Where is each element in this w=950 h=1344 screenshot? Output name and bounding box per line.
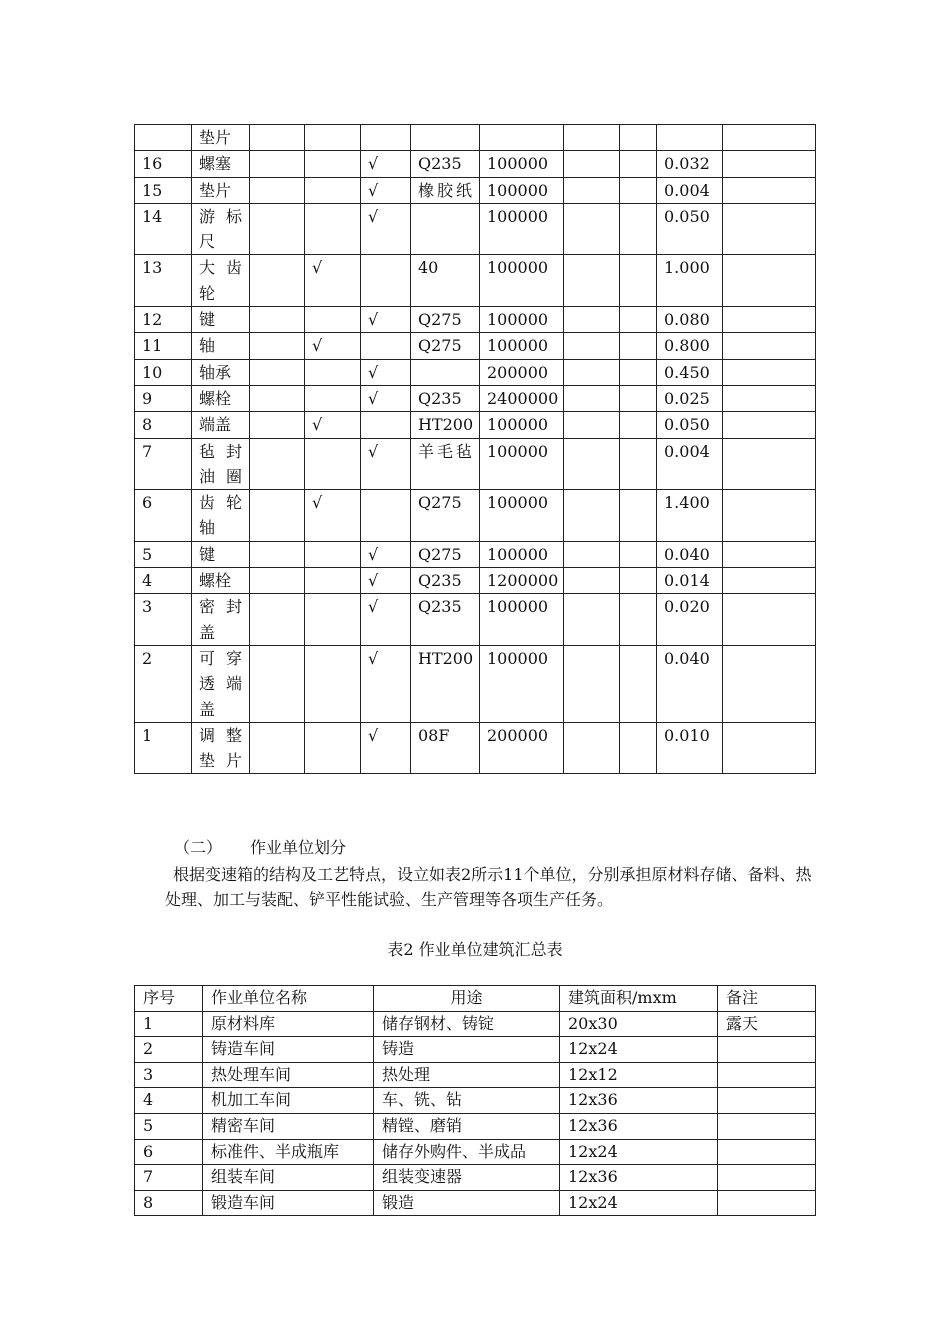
- table-row: [135, 645, 816, 722]
- parts-cell-c5: [620, 307, 657, 333]
- parts-cell-c4: [564, 541, 620, 567]
- units-cell-use: 锻造: [374, 1190, 560, 1216]
- parts-cell-qty: 200000: [480, 359, 564, 385]
- parts-cell-c4: [564, 203, 620, 255]
- parts-cell-name: 游标尺: [192, 203, 250, 255]
- parts-cell-c2: [305, 541, 361, 567]
- units-cell-area: 12x36: [560, 1088, 718, 1114]
- table-row: [135, 359, 816, 385]
- table-row: [135, 1113, 816, 1139]
- units-cell-use: 车、铣、钻: [374, 1088, 560, 1114]
- table-row: [135, 255, 816, 307]
- parts-cell-material: Q275: [411, 541, 480, 567]
- units-cell-area: 20x30: [560, 1011, 718, 1037]
- parts-cell-c5: [620, 203, 657, 255]
- parts-cell-c5: [620, 438, 657, 490]
- table-row: [135, 1139, 816, 1165]
- parts-cell-name: 可穿透端盖: [192, 645, 250, 722]
- units-cell-use: 精镗、磨销: [374, 1113, 560, 1139]
- parts-cell-c6: [723, 541, 816, 567]
- parts-cell-qty: [480, 125, 564, 151]
- parts-cell-c2: √: [305, 333, 361, 359]
- parts-cell-c4: [564, 645, 620, 722]
- units-cell-no: 2: [135, 1037, 203, 1063]
- units-cell-name: 组装车间: [203, 1165, 374, 1191]
- parts-cell-c3: √: [361, 359, 411, 385]
- header-no: 序号: [135, 986, 203, 1012]
- parts-cell-qty: 100000: [480, 151, 564, 177]
- table-row: [135, 1062, 816, 1088]
- parts-cell-c3: [361, 333, 411, 359]
- table-row: [135, 333, 816, 359]
- units-cell-name: 标准件、半成瓶库: [203, 1139, 374, 1165]
- parts-cell-c2: [305, 151, 361, 177]
- units-cell-name: 原材料库: [203, 1011, 374, 1037]
- parts-cell-c4: [564, 594, 620, 646]
- parts-cell-c4: [564, 438, 620, 490]
- table-row: [135, 1190, 816, 1216]
- parts-cell-qty: 100000: [480, 490, 564, 542]
- parts-cell-qty: 100000: [480, 438, 564, 490]
- parts-cell-qty: 100000: [480, 412, 564, 438]
- parts-cell-c6: [723, 151, 816, 177]
- parts-cell-name: 调整垫片: [192, 722, 250, 774]
- table-row: [135, 177, 816, 203]
- parts-cell-no: 1: [135, 722, 192, 774]
- table-row: [135, 1037, 816, 1063]
- parts-cell-c4: [564, 722, 620, 774]
- table-row: [135, 722, 816, 774]
- parts-cell-c1: [250, 490, 305, 542]
- parts-cell-c1: [250, 177, 305, 203]
- parts-cell-c2: √: [305, 255, 361, 307]
- parts-cell-no: 13: [135, 255, 192, 307]
- parts-cell-no: 3: [135, 594, 192, 646]
- parts-cell-material: Q235: [411, 568, 480, 594]
- parts-cell-c3: √: [361, 385, 411, 411]
- parts-cell-c6: [723, 359, 816, 385]
- parts-cell-material: 橡胶纸: [411, 177, 480, 203]
- parts-cell-c2: [305, 722, 361, 774]
- parts-cell-weight: 0.080: [657, 307, 723, 333]
- parts-cell-c5: [620, 125, 657, 151]
- parts-cell-no: 8: [135, 412, 192, 438]
- units-cell-use: 储存钢材、铸锭: [374, 1011, 560, 1037]
- parts-cell-material: [411, 125, 480, 151]
- units-cell-name: 铸造车间: [203, 1037, 374, 1063]
- parts-cell-material: 羊毛毡: [411, 438, 480, 490]
- parts-cell-c1: [250, 412, 305, 438]
- parts-table: [134, 124, 816, 774]
- parts-cell-c1: [250, 125, 305, 151]
- parts-cell-qty: 100000: [480, 177, 564, 203]
- parts-cell-c4: [564, 490, 620, 542]
- units-table-body: [135, 1011, 816, 1216]
- header-area: 建筑面积/mxm: [560, 986, 718, 1012]
- parts-cell-c1: [250, 385, 305, 411]
- parts-cell-no: 14: [135, 203, 192, 255]
- parts-cell-c3: √: [361, 645, 411, 722]
- units-cell-no: 1: [135, 1011, 203, 1037]
- parts-cell-weight: 0.040: [657, 645, 723, 722]
- parts-cell-no: 12: [135, 307, 192, 333]
- parts-cell-c5: [620, 645, 657, 722]
- section-heading: [174, 835, 346, 858]
- parts-cell-material: 08F: [411, 722, 480, 774]
- parts-cell-material: 40: [411, 255, 480, 307]
- parts-cell-weight: 0.020: [657, 594, 723, 646]
- table-row: [135, 490, 816, 542]
- section-title: 作业单位划分: [250, 838, 347, 857]
- parts-cell-c2: [305, 307, 361, 333]
- parts-cell-c2: √: [305, 490, 361, 542]
- units-cell-note: [718, 1088, 816, 1114]
- parts-cell-c1: [250, 541, 305, 567]
- parts-cell-c5: [620, 151, 657, 177]
- table-row: [135, 151, 816, 177]
- parts-cell-name: 轴: [192, 333, 250, 359]
- parts-cell-weight: 0.010: [657, 722, 723, 774]
- units-cell-no: 7: [135, 1165, 203, 1191]
- parts-cell-c3: √: [361, 722, 411, 774]
- parts-cell-c2: [305, 645, 361, 722]
- parts-cell-c5: [620, 568, 657, 594]
- parts-cell-c1: [250, 645, 305, 722]
- parts-cell-name: 键: [192, 307, 250, 333]
- parts-cell-c5: [620, 541, 657, 567]
- parts-cell-weight: [657, 125, 723, 151]
- parts-cell-name: 大齿轮: [192, 255, 250, 307]
- units-header-row: [135, 986, 816, 1012]
- table-caption: 表2 作业单位建筑汇总表: [387, 940, 563, 959]
- units-cell-name: 热处理车间: [203, 1062, 374, 1088]
- parts-cell-no: 16: [135, 151, 192, 177]
- parts-cell-c6: [723, 412, 816, 438]
- parts-cell-c1: [250, 203, 305, 255]
- parts-cell-c3: [361, 490, 411, 542]
- parts-cell-c3: √: [361, 203, 411, 255]
- parts-cell-c3: [361, 125, 411, 151]
- table-row: [135, 1011, 816, 1037]
- parts-cell-c6: [723, 722, 816, 774]
- parts-cell-c3: √: [361, 307, 411, 333]
- parts-cell-no: 11: [135, 333, 192, 359]
- units-cell-note: [718, 1139, 816, 1165]
- units-cell-area: 12x24: [560, 1037, 718, 1063]
- units-cell-name: 精密车间: [203, 1113, 374, 1139]
- parts-cell-name: 端盖: [192, 412, 250, 438]
- parts-cell-c6: [723, 385, 816, 411]
- parts-cell-name: 齿轮轴: [192, 490, 250, 542]
- parts-cell-weight: 0.004: [657, 177, 723, 203]
- units-cell-name: 锻造车间: [203, 1190, 374, 1216]
- units-cell-use: 储存外购件、半成品: [374, 1139, 560, 1165]
- parts-cell-c3: √: [361, 568, 411, 594]
- parts-cell-material: HT200: [411, 412, 480, 438]
- parts-cell-c2: [305, 203, 361, 255]
- table-row: [135, 1165, 816, 1191]
- parts-cell-c5: [620, 594, 657, 646]
- table-row: [135, 568, 816, 594]
- parts-cell-material: Q275: [411, 333, 480, 359]
- parts-cell-weight: 0.050: [657, 412, 723, 438]
- parts-cell-c6: [723, 645, 816, 722]
- parts-cell-qty: 200000: [480, 722, 564, 774]
- units-cell-no: 3: [135, 1062, 203, 1088]
- parts-cell-c1: [250, 333, 305, 359]
- table-row: [135, 412, 816, 438]
- parts-cell-c5: [620, 412, 657, 438]
- parts-cell-name: 螺塞: [192, 151, 250, 177]
- parts-cell-c3: [361, 255, 411, 307]
- parts-cell-qty: 1200000: [480, 568, 564, 594]
- parts-cell-c1: [250, 568, 305, 594]
- parts-cell-qty: 100000: [480, 594, 564, 646]
- parts-cell-c1: [250, 151, 305, 177]
- parts-cell-name: 轴承: [192, 359, 250, 385]
- parts-cell-name: 毡封油圈: [192, 438, 250, 490]
- parts-cell-c4: [564, 385, 620, 411]
- parts-cell-c2: [305, 594, 361, 646]
- parts-cell-no: 7: [135, 438, 192, 490]
- table-row: [135, 541, 816, 567]
- parts-table-body: [135, 125, 816, 774]
- units-cell-note: [718, 1037, 816, 1063]
- parts-cell-c4: [564, 568, 620, 594]
- parts-cell-c6: [723, 125, 816, 151]
- parts-cell-weight: 1.400: [657, 490, 723, 542]
- units-table: [134, 985, 816, 1216]
- units-cell-name: 机加工车间: [203, 1088, 374, 1114]
- units-cell-note: [718, 1062, 816, 1088]
- header-name: 作业单位名称: [203, 986, 374, 1012]
- table-row: [135, 1088, 816, 1114]
- table-row: [135, 594, 816, 646]
- parts-cell-c3: √: [361, 151, 411, 177]
- parts-cell-c2: √: [305, 412, 361, 438]
- parts-cell-qty: 100000: [480, 541, 564, 567]
- parts-cell-c2: [305, 359, 361, 385]
- parts-cell-c5: [620, 490, 657, 542]
- parts-cell-c2: [305, 125, 361, 151]
- parts-cell-no: 5: [135, 541, 192, 567]
- parts-cell-weight: 1.000: [657, 255, 723, 307]
- parts-cell-name: 键: [192, 541, 250, 567]
- parts-cell-c3: √: [361, 541, 411, 567]
- parts-cell-weight: 0.050: [657, 203, 723, 255]
- parts-cell-weight: 0.450: [657, 359, 723, 385]
- parts-cell-c4: [564, 255, 620, 307]
- parts-cell-c2: [305, 177, 361, 203]
- parts-cell-c6: [723, 568, 816, 594]
- parts-cell-c5: [620, 255, 657, 307]
- parts-cell-no: 4: [135, 568, 192, 594]
- parts-cell-c3: [361, 412, 411, 438]
- parts-cell-no: 6: [135, 490, 192, 542]
- parts-cell-name: 密封盖: [192, 594, 250, 646]
- parts-cell-material: Q235: [411, 385, 480, 411]
- parts-cell-c4: [564, 151, 620, 177]
- units-cell-area: 12x24: [560, 1139, 718, 1165]
- units-cell-note: [718, 1165, 816, 1191]
- parts-cell-material: Q235: [411, 151, 480, 177]
- parts-cell-no: 15: [135, 177, 192, 203]
- units-cell-area: 12x24: [560, 1190, 718, 1216]
- parts-cell-weight: 0.800: [657, 333, 723, 359]
- parts-cell-c4: [564, 412, 620, 438]
- table-row: [135, 385, 816, 411]
- units-cell-use: 铸造: [374, 1037, 560, 1063]
- parts-cell-qty: 100000: [480, 255, 564, 307]
- units-cell-note: [718, 1113, 816, 1139]
- parts-cell-material: Q235: [411, 594, 480, 646]
- parts-cell-weight: 0.040: [657, 541, 723, 567]
- units-cell-area: 12x36: [560, 1113, 718, 1139]
- units-cell-no: 8: [135, 1190, 203, 1216]
- parts-cell-c2: [305, 438, 361, 490]
- parts-cell-c1: [250, 307, 305, 333]
- header-note: 备注: [718, 986, 816, 1012]
- parts-cell-c3: √: [361, 594, 411, 646]
- parts-cell-weight: 0.004: [657, 438, 723, 490]
- units-cell-use: 热处理: [374, 1062, 560, 1088]
- parts-cell-c6: [723, 177, 816, 203]
- parts-cell-c4: [564, 333, 620, 359]
- table-row: [135, 307, 816, 333]
- parts-cell-c6: [723, 333, 816, 359]
- parts-cell-c3: √: [361, 438, 411, 490]
- parts-cell-no: 10: [135, 359, 192, 385]
- table-row: [135, 203, 816, 255]
- parts-cell-name: 螺栓: [192, 568, 250, 594]
- parts-cell-c5: [620, 385, 657, 411]
- parts-cell-c4: [564, 307, 620, 333]
- units-cell-note: [718, 1190, 816, 1216]
- parts-cell-no: 9: [135, 385, 192, 411]
- parts-cell-weight: 0.032: [657, 151, 723, 177]
- units-cell-area: 12x36: [560, 1165, 718, 1191]
- parts-cell-c1: [250, 359, 305, 385]
- units-cell-area: 12x12: [560, 1062, 718, 1088]
- parts-cell-c4: [564, 177, 620, 203]
- parts-cell-c6: [723, 203, 816, 255]
- parts-cell-c4: [564, 359, 620, 385]
- units-cell-note: 露天: [718, 1011, 816, 1037]
- parts-cell-no: 2: [135, 645, 192, 722]
- parts-cell-name: 垫片: [192, 125, 250, 151]
- parts-cell-c2: [305, 568, 361, 594]
- parts-cell-c1: [250, 438, 305, 490]
- parts-cell-c5: [620, 177, 657, 203]
- parts-cell-c1: [250, 594, 305, 646]
- parts-cell-c1: [250, 255, 305, 307]
- parts-cell-c5: [620, 359, 657, 385]
- parts-cell-c5: [620, 722, 657, 774]
- parts-cell-c6: [723, 594, 816, 646]
- parts-cell-material: [411, 203, 480, 255]
- parts-cell-qty: 100000: [480, 645, 564, 722]
- parts-cell-material: Q275: [411, 307, 480, 333]
- parts-cell-c6: [723, 307, 816, 333]
- parts-cell-c6: [723, 490, 816, 542]
- parts-cell-c6: [723, 438, 816, 490]
- section-paragraph: 根据变速箱的结构及工艺特点，设立如表2所示11个单位，分别承担原材料存储、备料、热处理、加工与装配、铲平性能试验、生产管理等各项生产任务。: [165, 865, 812, 909]
- parts-cell-material: [411, 359, 480, 385]
- parts-cell-c1: [250, 722, 305, 774]
- parts-cell-c4: [564, 125, 620, 151]
- section-number: （二）: [174, 838, 223, 857]
- parts-cell-qty: 100000: [480, 203, 564, 255]
- units-cell-use: 组装变速器: [374, 1165, 560, 1191]
- table-row: [135, 125, 816, 151]
- parts-cell-qty: 100000: [480, 333, 564, 359]
- parts-cell-qty: 2400000: [480, 385, 564, 411]
- units-cell-no: 5: [135, 1113, 203, 1139]
- parts-cell-name: 螺栓: [192, 385, 250, 411]
- units-cell-no: 4: [135, 1088, 203, 1114]
- parts-cell-weight: 0.014: [657, 568, 723, 594]
- parts-cell-material: HT200: [411, 645, 480, 722]
- parts-cell-qty: 100000: [480, 307, 564, 333]
- units-cell-no: 6: [135, 1139, 203, 1165]
- header-use: 用途: [374, 986, 560, 1012]
- parts-cell-name: 垫片: [192, 177, 250, 203]
- parts-cell-c5: [620, 333, 657, 359]
- parts-cell-c2: [305, 385, 361, 411]
- table-row: [135, 438, 816, 490]
- parts-cell-material: Q275: [411, 490, 480, 542]
- parts-cell-weight: 0.025: [657, 385, 723, 411]
- parts-cell-no: [135, 125, 192, 151]
- parts-cell-c6: [723, 255, 816, 307]
- parts-cell-c3: √: [361, 177, 411, 203]
